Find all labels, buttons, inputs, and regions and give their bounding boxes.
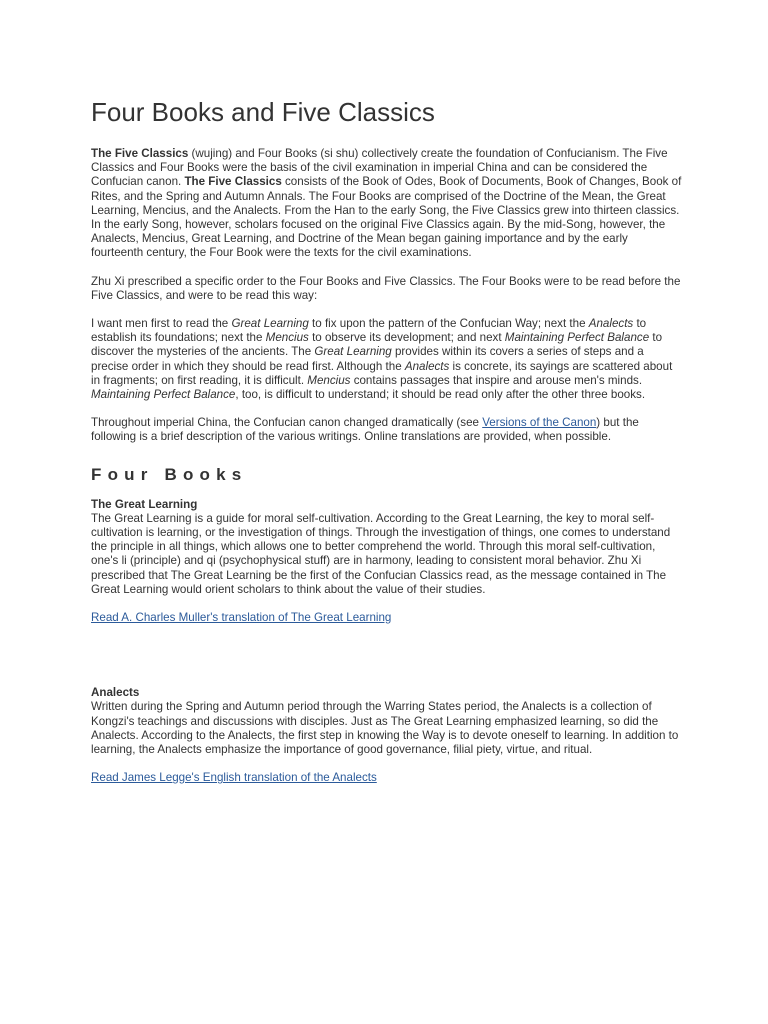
quote-italic: Analects	[588, 317, 634, 331]
quote-italic: Mencius	[265, 331, 309, 345]
quote-italic: Mencius	[307, 373, 351, 387]
quote-italic: Great Learning	[314, 345, 392, 359]
quote-text: , too, is difficult to understand; it should be read only after the other three books.	[235, 388, 646, 402]
quote-text: I want men first to read the	[91, 317, 232, 331]
quote-paragraph	[91, 317, 682, 402]
quote-text: contains passages that inspire and arouse men's minds.	[350, 373, 643, 387]
great-learning-link-row	[91, 611, 682, 625]
intro-text-2: consists of the Book of Odes, Book of Documents, Book of Changes, Book of Rites, and the Spring and Autumn Annals. The Four Books are comprised of the Doctrine of the Mean, the Great Learning, Mencius, and the Analects. From the Han to the early Song, the Five Classics grew into thirteen classics. In the early Song, however, scholars focused on the original Five Classics again. By the mid-Song, however, the Analects, Mencius, Great Learning, and Doctrine of the Mean began gaining importance and by the early fourteenth century, the Four Book were the texts for the civil examinations.	[91, 175, 682, 260]
analects-section	[91, 686, 682, 757]
analects-translation-link[interactable]: Read James Legge's English translation of the Analects	[91, 771, 377, 785]
four-books-heading: Four Books	[91, 464, 248, 484]
canon-text: ) but the following is a brief description of the various writings. Online translations are provided, when possible.	[91, 416, 639, 444]
quote-text: to discover the mysteries of the ancients. The	[91, 331, 663, 359]
great-learning-title: The Great Learning	[91, 497, 198, 511]
spacer	[91, 639, 682, 686]
great-learning-body: The Great Learning is a guide for moral self-cultivation. According to the Great Learning, the key to moral self-cultivation is learning, or the investigation of things. Through the investigation of things, one comes to understand the principle in all things, which allows one to better comprehend the world. Through this moral self-cultivation, one's li (principle) and qi (psychophysical stuff) are in harmony, leading to consistent moral behavior. Zhu Xi prescribed that The Great Learning be the first of the Confucian Classics read, as the message contained in The Great Learning would orient scholars to think about the value of their studies.	[91, 511, 671, 596]
intro-text-1: (wujing) and Four Books (si shu) collectively create the foundation of Confucianism. The Five Classics and Four Books were the basis of the civil examination in imperial China and can be considered the Confucian canon.	[91, 147, 668, 189]
analects-link-row	[91, 771, 682, 785]
quote-italic: Maintaining Perfect Balance	[504, 331, 650, 345]
quote-italic: Analects	[404, 359, 450, 373]
quote-italic: Maintaining Perfect Balance	[91, 388, 236, 402]
versions-of-canon-link[interactable]: Versions of the Canon	[482, 416, 597, 430]
canon-text: Throughout imperial China, the Confucian canon changed dramatically (see	[91, 416, 483, 430]
quote-text: to observe its development; and next	[308, 331, 505, 345]
intro-bold-1: The Five Classics	[91, 147, 189, 160]
order-paragraph: Zhu Xi prescribed a specific order to the Four Books and Five Classics. The Four Books were to be read before the Five Classics, and were to be read this way:	[91, 274, 681, 302]
intro-paragraph	[91, 147, 682, 261]
great-learning-section	[91, 498, 682, 597]
quote-text: to fix upon the pattern of the Confucian Way; next the	[308, 317, 589, 331]
canon-paragraph	[91, 416, 682, 444]
quote-text: provides within its covers a series of steps and a precise order in which they should be read first. Although the	[91, 345, 644, 373]
analects-title: Analects	[91, 686, 140, 700]
quote-text: to establish its foundations; next the	[91, 317, 647, 345]
analects-body: Written during the Spring and Autumn period through the Warring States period, the Analects is a collection of Kongzi's teachings and discussions with disciples. Just as The Great Learning emphasized learning, so did the Analects. According to the Analects, the first step in knowing the Way is to devote oneself to learning. In addition to learning, the Analects emphasize the importance of good governance, filial piety, virtue, and ritual.	[91, 700, 679, 757]
quote-text: is concrete, its sayings are scattered about in fragments; on first reading, it is difficult.	[91, 359, 673, 387]
page-title: Four Books and Five Classics	[91, 97, 435, 127]
quote-italic: Great Learning	[231, 317, 309, 331]
intro-bold-2: The Five Classics	[184, 175, 282, 189]
great-learning-translation-link[interactable]: Read A. Charles Muller's translation of The Great Learning	[91, 611, 392, 625]
